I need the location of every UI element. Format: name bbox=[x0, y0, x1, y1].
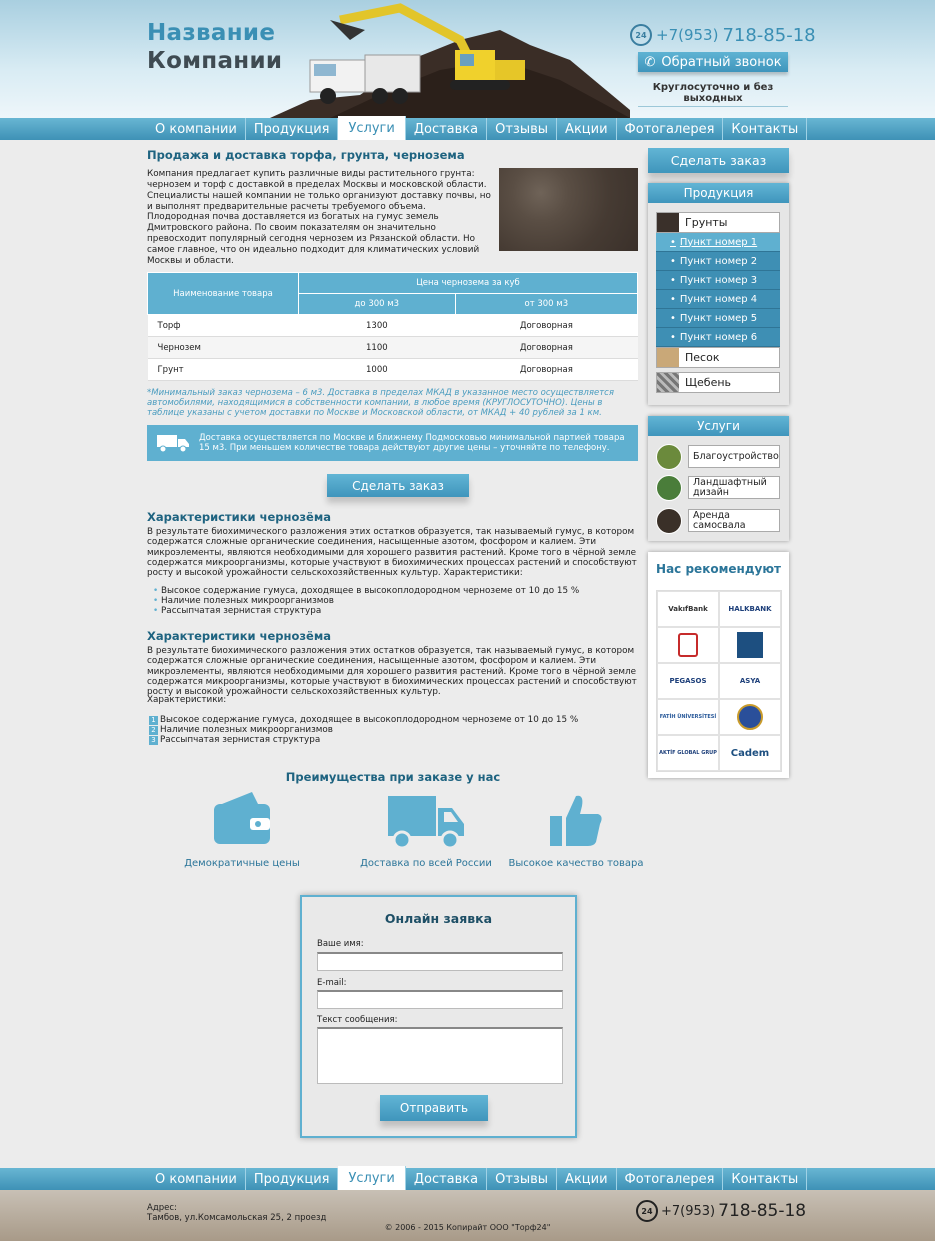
working-hours: Круглосуточно и без выходных bbox=[638, 82, 788, 107]
address-label: Адрес: bbox=[147, 1203, 177, 1213]
table-cell-name: Торф bbox=[148, 315, 299, 337]
list-item bbox=[149, 715, 629, 725]
recommend-box bbox=[648, 552, 789, 778]
table-row bbox=[148, 337, 638, 359]
emblem-icon bbox=[737, 632, 763, 658]
submenu-item[interactable]: • Пункт номер 4 bbox=[656, 290, 780, 309]
table-cell-price: Договорная bbox=[455, 337, 637, 359]
excavator-truck-banner bbox=[270, 0, 630, 118]
site-header bbox=[0, 0, 935, 118]
services-box bbox=[648, 416, 789, 541]
service-label: Благоустройство bbox=[688, 445, 780, 468]
table-cell-name: Грунт bbox=[148, 359, 299, 381]
partner-logo[interactable] bbox=[657, 591, 719, 627]
form-title: Онлайн заявка bbox=[384, 911, 493, 926]
table-header-sub1: до 300 м3 bbox=[299, 294, 456, 315]
price-table bbox=[147, 272, 638, 381]
characteristics-title-1: Характеристики чернозёма bbox=[147, 510, 331, 524]
partner-name: HALKBANK bbox=[728, 605, 772, 613]
product-item-sand[interactable] bbox=[656, 347, 780, 368]
footer-phone[interactable] bbox=[636, 1200, 806, 1222]
advantage-label: Высокое качество товара bbox=[508, 858, 644, 869]
partner-name: AKTİF GLOBAL GRUP bbox=[659, 750, 717, 756]
nav-item-products[interactable]: Продукция bbox=[246, 118, 339, 140]
callback-button[interactable] bbox=[638, 52, 788, 72]
footer-address bbox=[147, 1203, 326, 1223]
phone-code: +7(953) bbox=[656, 26, 719, 44]
partner-logo[interactable] bbox=[719, 591, 781, 627]
table-cell-name: Чернозем bbox=[148, 337, 299, 359]
service-label: Аренда самосвала bbox=[688, 509, 780, 532]
phone-24-icon: 24 bbox=[636, 1200, 658, 1222]
nav-item-about[interactable]: О компании bbox=[147, 118, 246, 140]
partner-logo[interactable] bbox=[719, 663, 781, 699]
recommend-title: Нас рекомендуют bbox=[656, 562, 781, 576]
price-note: *Минимальный заказ чернозема – 6 м3. Доставка в пределах МКАД в указанное место осуществляется автомобилями, находящимися в собственности компании, в любое время (КРУГЛОСУТОЧНО). Цены в таблице указаны с учетом доставки по Москве и Московской области, от МКАД + 40 рублей за 1 км. bbox=[147, 388, 614, 418]
message-textarea[interactable] bbox=[317, 1027, 563, 1084]
table-header-name: Наименование товара bbox=[148, 273, 299, 315]
phone-number: 718-85-18 bbox=[722, 24, 816, 46]
thumbs-up-icon bbox=[546, 790, 606, 850]
service-thumbnail bbox=[656, 508, 682, 534]
page-title: Продажа и доставка торфа, грунта, чернозема bbox=[147, 148, 465, 162]
advantage-delivery bbox=[356, 790, 496, 869]
partner-logo[interactable] bbox=[657, 699, 719, 735]
nav-item-about[interactable]: О компании bbox=[147, 1168, 246, 1190]
submit-button[interactable]: Отправить bbox=[380, 1095, 488, 1121]
nav-item-products[interactable]: Продукция bbox=[246, 1168, 339, 1190]
list-item-text: Рассыпчатая зернистая структура bbox=[160, 735, 321, 745]
submenu-label: Пункт номер 1 bbox=[679, 236, 758, 248]
soil-image bbox=[499, 168, 638, 251]
main-content bbox=[147, 148, 639, 745]
submenu-label: Пункт номер 4 bbox=[679, 293, 758, 305]
service-item[interactable] bbox=[656, 509, 780, 532]
nav-item-gallery[interactable]: Фотогалерея bbox=[617, 1168, 724, 1190]
advantage-label: Демократичные цены bbox=[184, 858, 300, 869]
delivery-text: Доставка осуществляется по Москве и ближнему Подмосковью минимальной партией товара 15 м3. При меньшем количестве товара действуют другие цены – уточняйте по телефону. bbox=[199, 433, 625, 453]
list-number: 1 bbox=[149, 716, 158, 725]
partner-name: Cadem bbox=[730, 747, 770, 759]
service-label: Ландшафтный дизайн bbox=[688, 476, 780, 499]
characteristics-list-2 bbox=[149, 715, 629, 745]
nav-item-delivery[interactable]: Доставка bbox=[406, 118, 487, 140]
submenu-item[interactable]: • Пункт номер 5 bbox=[656, 309, 780, 328]
soil-thumbnail bbox=[657, 213, 679, 232]
intro-paragraph-2: Плодородная почва доставляется из богатых на гумус земель Дмитровского района. По своим показателям он значительно превосходит популярный сегодня чернозем из Рязанской области. Но самое главное, что он идеально подходит для климатических условий Москвы и области. bbox=[147, 212, 480, 266]
nav-item-delivery[interactable]: Доставка bbox=[406, 1168, 487, 1190]
logo-line1[interactable]: Название bbox=[147, 20, 276, 46]
sand-thumbnail bbox=[657, 348, 679, 367]
bottom-nav bbox=[0, 1168, 935, 1190]
order-button[interactable]: Сделать заказ bbox=[327, 474, 469, 497]
advantage-quality bbox=[506, 790, 646, 869]
list-item bbox=[149, 735, 629, 745]
products-box bbox=[648, 183, 789, 405]
submenu-item[interactable]: • Пункт номер 3 bbox=[656, 271, 780, 290]
intro-paragraph-1: Компания предлагает купить различные виды растительного грунта: чернозем и торф с доставкой в пределах Москвы и московской области. Специалисты нашей компании не только организуют доставку почвы, но и выполнят предварительные расчеты требуемого объема. bbox=[147, 169, 491, 212]
advantages-title: Преимущества при заказе у нас bbox=[285, 770, 501, 784]
product-label: Песок bbox=[685, 351, 720, 364]
submenu-label: Пункт номер 3 bbox=[679, 274, 758, 286]
email-input[interactable] bbox=[317, 990, 563, 1009]
advantage-prices bbox=[172, 790, 312, 869]
partner-name: VakıfBank bbox=[668, 605, 708, 613]
sidebar-order-button[interactable]: Сделать заказ bbox=[648, 148, 789, 173]
services-title: Услуги bbox=[648, 416, 789, 436]
list-item-text: Наличие полезных микроорганизмов bbox=[160, 725, 333, 735]
email-label: E-mail: bbox=[317, 978, 347, 988]
characteristics-list-1 bbox=[153, 586, 633, 616]
list-item: • Рассыпчатая зернистая структура bbox=[153, 606, 633, 616]
submenu-label: Пункт номер 5 bbox=[679, 312, 758, 324]
table-row bbox=[148, 315, 638, 337]
submenu-item[interactable]: • Пункт номер 2 bbox=[656, 252, 780, 271]
product-label: Щебень bbox=[685, 376, 732, 389]
message-label: Текст сообщения: bbox=[317, 1015, 398, 1025]
partner-logo[interactable] bbox=[657, 735, 719, 771]
product-label: Грунты bbox=[685, 216, 728, 229]
phone-code: +7(953) bbox=[661, 1203, 716, 1219]
top-nav bbox=[0, 118, 935, 140]
table-cell-price: Договорная bbox=[455, 359, 637, 381]
truck-icon bbox=[386, 790, 466, 850]
list-item-text: Высокое содержание гумуса, доходящее в высокоплодородном черноземе от 10 до 15 % bbox=[160, 715, 579, 725]
products-title: Продукция bbox=[648, 183, 789, 203]
nav-item-contacts[interactable]: Контакты bbox=[723, 1168, 807, 1190]
nav-item-reviews[interactable]: Отзывы bbox=[487, 118, 557, 140]
name-input[interactable] bbox=[317, 952, 563, 971]
callback-label: Обратный звонок bbox=[661, 54, 782, 70]
partner-logo[interactable] bbox=[719, 627, 781, 663]
submenu-item[interactable]: • Пункт номер 1 bbox=[656, 233, 780, 252]
partner-logo[interactable] bbox=[657, 627, 719, 663]
table-cell-price: 1100 bbox=[299, 337, 456, 359]
partner-name: FATİH ÜNİVERSİTESİ bbox=[659, 714, 717, 720]
partner-logo[interactable] bbox=[657, 663, 719, 699]
site-footer bbox=[0, 1190, 935, 1241]
nav-item-reviews[interactable]: Отзывы bbox=[487, 1168, 557, 1190]
online-request-form bbox=[300, 895, 577, 1138]
nav-item-gallery[interactable]: Фотогалерея bbox=[617, 118, 724, 140]
list-number: 2 bbox=[149, 726, 158, 735]
list-item bbox=[149, 725, 629, 735]
characteristics-label-2: Характеристики: bbox=[147, 695, 227, 705]
phone-icon: ✆ bbox=[644, 54, 656, 70]
advantage-label: Доставка по всей России bbox=[360, 858, 492, 869]
address-text: Тамбов, ул.Комсамольская 25, 2 проезд bbox=[147, 1213, 327, 1223]
header-phone[interactable] bbox=[630, 22, 816, 48]
list-item: • Высокое содержание гумуса, доходящее в высокоплодородном черноземе от 10 до 15 % bbox=[153, 586, 633, 596]
nav-item-promotions[interactable]: Акции bbox=[557, 118, 617, 140]
service-item[interactable] bbox=[656, 445, 780, 468]
nav-item-contacts[interactable]: Контакты bbox=[723, 118, 807, 140]
emblem-icon bbox=[678, 633, 698, 657]
partner-name: ASYA bbox=[739, 677, 761, 685]
name-label: Ваше имя: bbox=[317, 939, 364, 949]
characteristics-text-1: В результате биохимического разложения этих остатков образуется, так называемый гумус, в котором содержатся сложные органические соединения, насыщенные азотом, фосфором и калием. Эти микроэлементы, являются необходимыми для хорошего развития растений. Кроме того в чёрной земле содержатся микроорганизмы, которые участвуют в биохимических процессах растений и способствуют росту и высокой урожайности сельскохозяйственных культур. Характеристики: bbox=[147, 527, 637, 579]
service-thumbnail bbox=[656, 475, 682, 501]
copyright: © 2006 - 2015 Копирайт ООО "Торф24" bbox=[384, 1223, 551, 1232]
phone-number: 718-85-18 bbox=[718, 1201, 807, 1221]
nav-item-promotions[interactable]: Акции bbox=[557, 1168, 617, 1190]
characteristics-title-2: Характеристики чернозёма bbox=[147, 629, 331, 643]
service-item[interactable] bbox=[656, 476, 780, 499]
product-item-gravel[interactable] bbox=[656, 372, 780, 393]
gravel-thumbnail bbox=[657, 373, 679, 392]
wallet-icon bbox=[212, 790, 272, 850]
submenu-label: Пункт номер 2 bbox=[679, 255, 758, 267]
product-item-soil[interactable] bbox=[656, 212, 780, 233]
nav-item-services[interactable]: Услуги bbox=[338, 116, 405, 140]
emblem-icon bbox=[737, 704, 763, 730]
phone-24-icon: 24 bbox=[630, 24, 652, 46]
partner-logo[interactable] bbox=[719, 735, 781, 771]
submenu-label: Пункт номер 6 bbox=[679, 331, 758, 343]
service-thumbnail bbox=[656, 444, 682, 470]
list-item: • Наличие полезных микроорганизмов bbox=[153, 596, 633, 606]
table-header-price: Цена чернозема за куб bbox=[299, 273, 638, 294]
submenu-item[interactable]: • Пункт номер 6 bbox=[656, 328, 780, 347]
table-row bbox=[148, 359, 638, 381]
table-header-sub2: от 300 м3 bbox=[455, 294, 637, 315]
characteristics-text-2: В результате биохимического разложения этих остатков образуется, так называемый гумус, в котором содержатся сложные органические соединения, насыщенные азотом, фосфором и калием. Эти микроэлементы, являются необходимыми для хорошего развития растений. Кроме того в чёрной земле содержатся микроорганизмы, которые участвуют в биохимических процессах растений и способствуют росту и высокой урожайности сельскохозяйственных культур. bbox=[147, 646, 637, 698]
table-cell-price: 1300 bbox=[299, 315, 456, 337]
list-number: 3 bbox=[149, 736, 158, 745]
table-cell-price: Договорная bbox=[455, 315, 637, 337]
partner-logo[interactable] bbox=[719, 699, 781, 735]
logo-line2[interactable]: Компании bbox=[147, 48, 283, 74]
partners-grid bbox=[656, 590, 782, 772]
delivery-banner bbox=[147, 425, 638, 461]
partner-name: PEGASOS bbox=[669, 677, 707, 685]
table-cell-price: 1000 bbox=[299, 359, 456, 381]
truck-icon bbox=[157, 433, 191, 453]
nav-item-services[interactable]: Услуги bbox=[338, 1166, 405, 1190]
product-submenu bbox=[656, 233, 780, 347]
